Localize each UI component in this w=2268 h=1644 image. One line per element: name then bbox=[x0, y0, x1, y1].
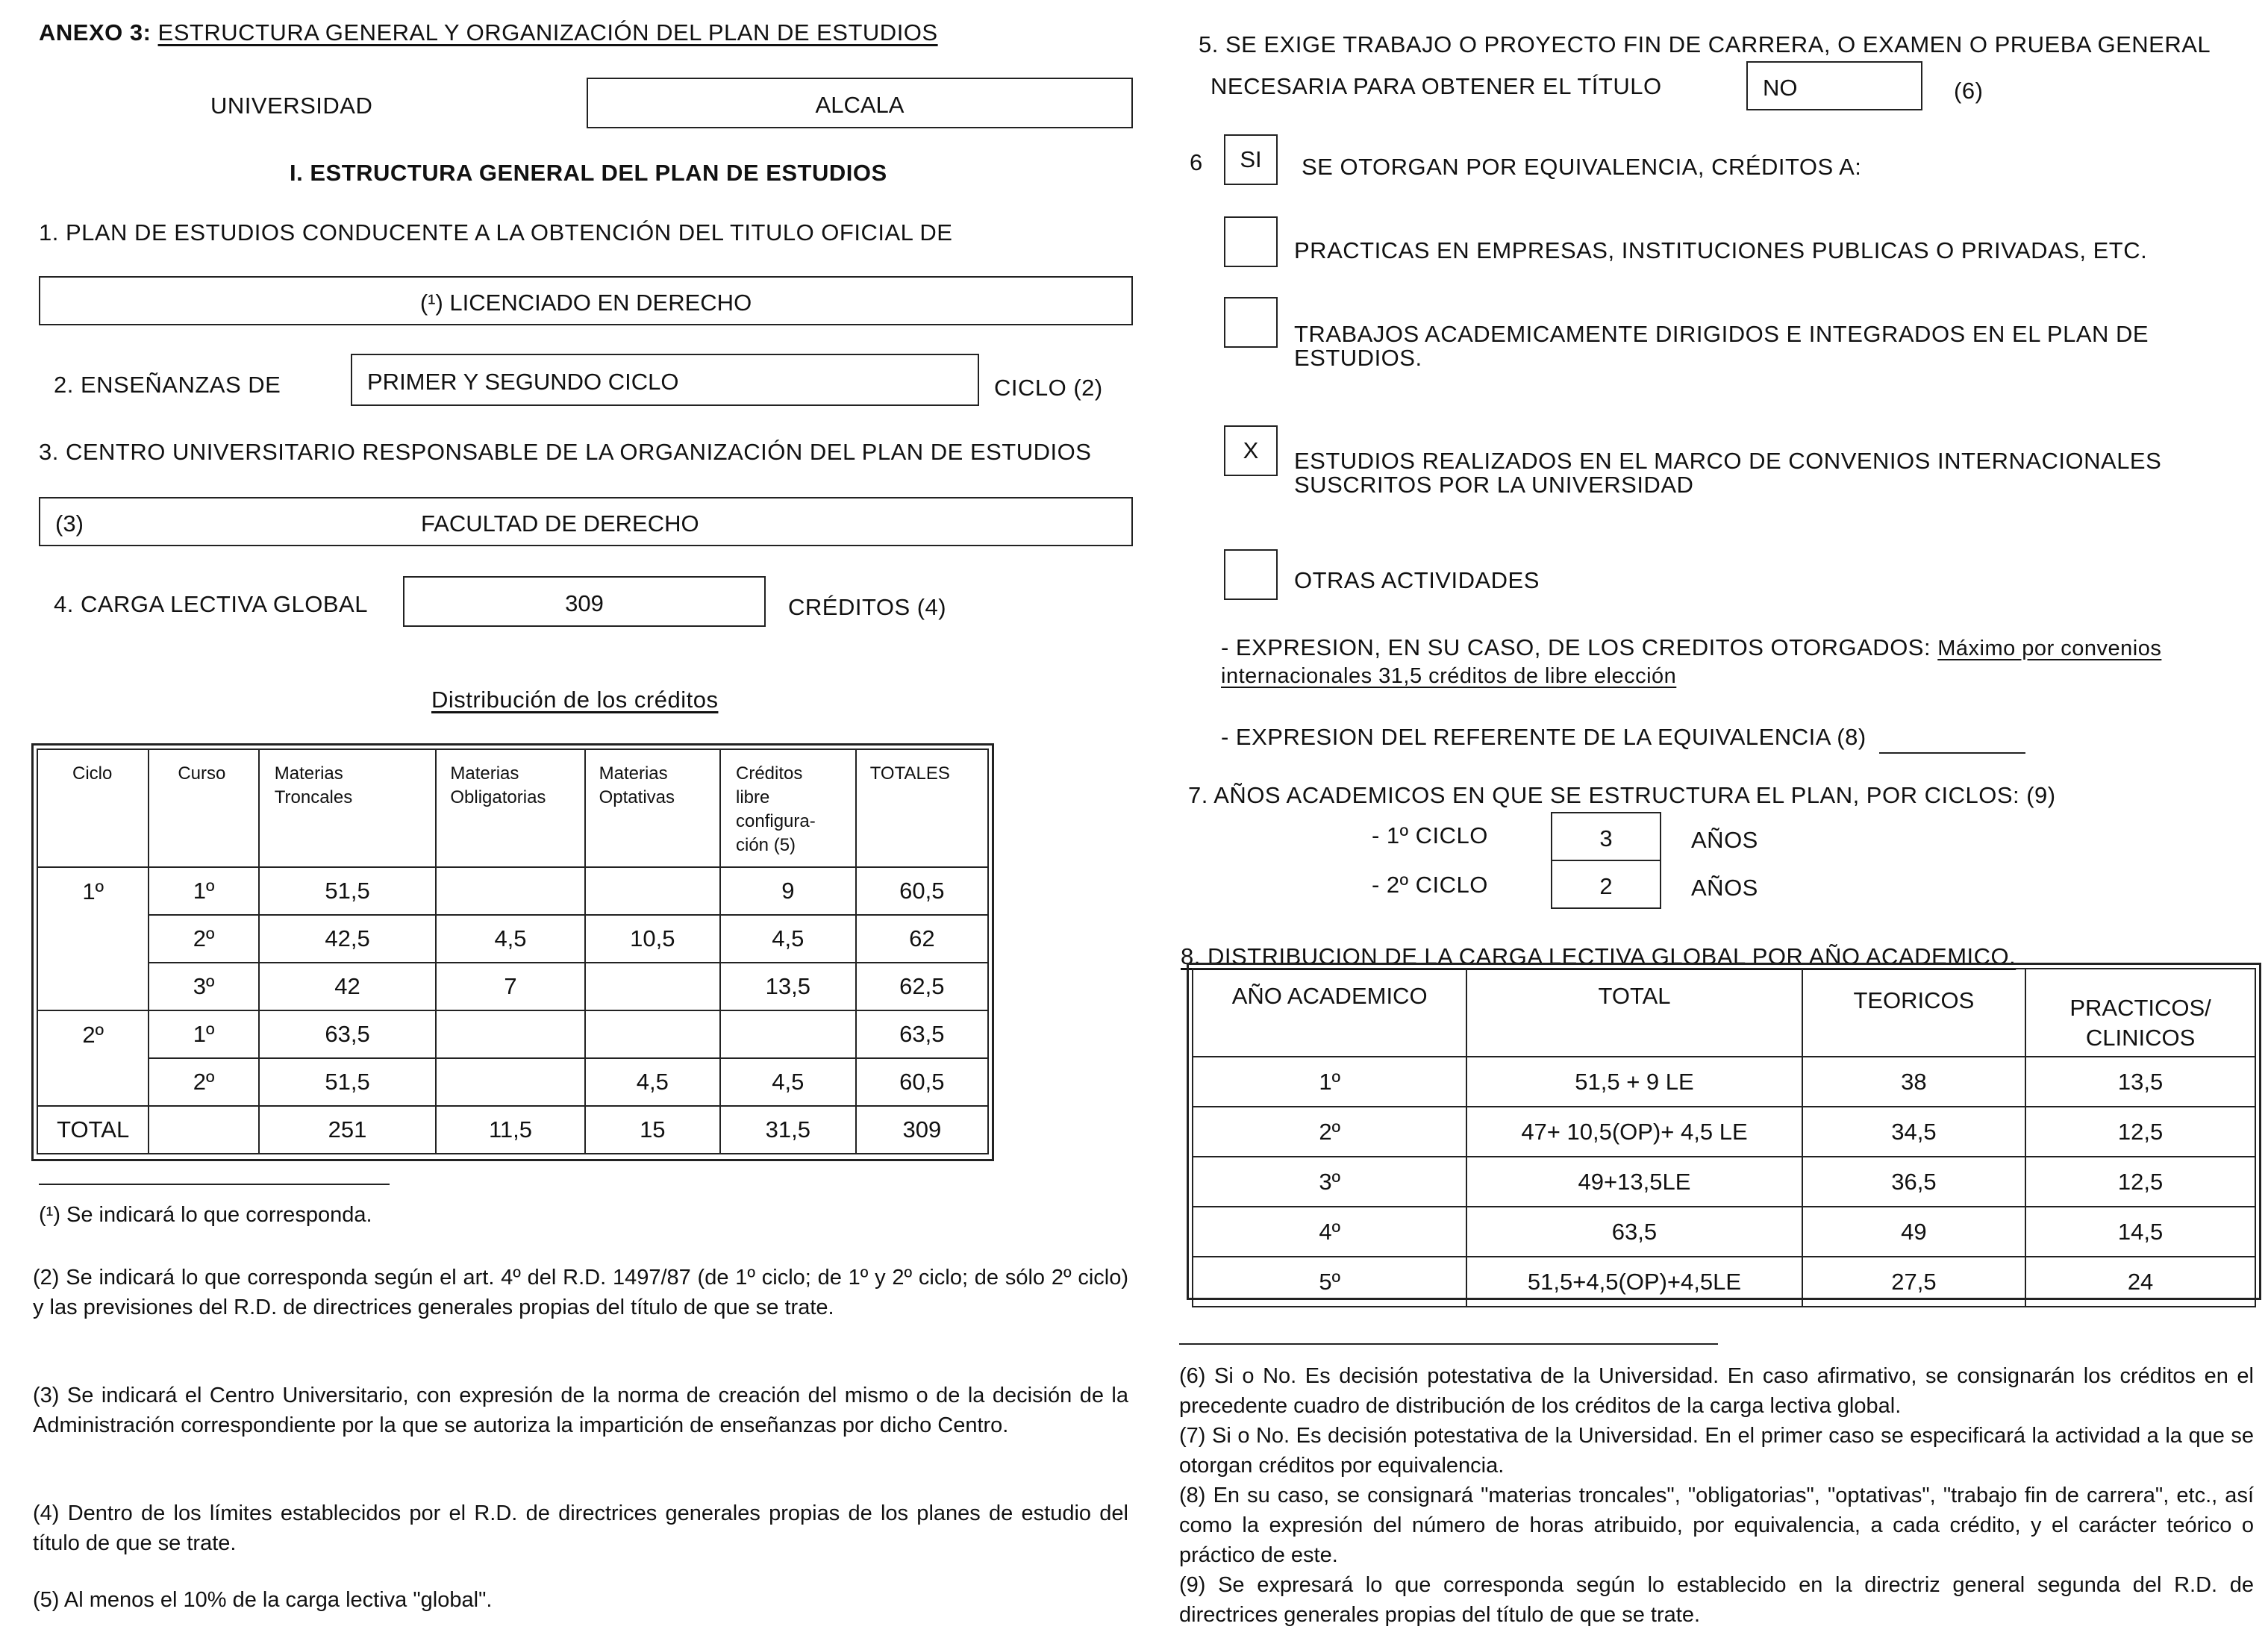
universidad-label: UNIVERSIDAD bbox=[210, 93, 373, 119]
troncales-cell: 51,5 bbox=[259, 867, 437, 915]
teoricos-cell: 38 bbox=[1802, 1057, 2025, 1107]
item1-label: 1. PLAN DE ESTUDIOS CONDUCENTE A LA OBTENCIÓN DEL TITULO OFICIAL DE bbox=[39, 219, 953, 246]
col-ano: AÑO ACADEMICO bbox=[1193, 969, 1466, 1057]
option-checkbox-otras[interactable] bbox=[1224, 549, 1278, 600]
carga-box bbox=[403, 576, 766, 627]
ciclo1-unit: AÑOS bbox=[1691, 827, 1758, 853]
table-row bbox=[37, 1010, 988, 1058]
ciclo2-label: - 2º CICLO bbox=[1372, 872, 1488, 898]
option-label-practicas: PRACTICAS EN EMPRESAS, INSTITUCIONES PUBLICAS O PRIVADAS, ETC. bbox=[1294, 237, 2148, 263]
practicos-cell: 13,5 bbox=[2025, 1057, 2255, 1107]
right-note-9: (9) Se expresará lo que corresponda según lo establecido en la directriz general segunda del R.D. de directrices generales propias del título de que se trate. bbox=[1179, 1573, 2254, 1627]
centro-value: FACULTAD DE DERECHO bbox=[421, 510, 699, 537]
option-label-trabajos-2: ESTUDIOS. bbox=[1294, 345, 1422, 371]
col-total: TOTAL bbox=[1466, 969, 1802, 1057]
left-note-2: (2) Se indicará lo que corresponda según el art. 4º del R.D. 1497/87 (de 1º ciclo; de 1º y 2º ciclo; de sólo 2º ciclo) y las previsiones del R.D. de directrices generales propias del título de que se trate. bbox=[33, 1266, 1128, 1319]
totales-cell: 60,5 bbox=[856, 1058, 988, 1106]
option-checkbox-trabajos[interactable] bbox=[1224, 297, 1278, 348]
table-row bbox=[1193, 1157, 2255, 1207]
proyecto-box bbox=[1746, 61, 1922, 110]
ciclo2-value: 2 bbox=[1599, 873, 1613, 899]
practicos-cell: 12,5 bbox=[2025, 1157, 2255, 1207]
equivalencia-box bbox=[1224, 134, 1278, 185]
totales-cell: 62 bbox=[856, 915, 988, 963]
totales-cell: 60,5 bbox=[856, 867, 988, 915]
anexo-title: ESTRUCTURA GENERAL Y ORGANIZACIÓN DEL PLAN DE ESTUDIOS bbox=[157, 19, 938, 46]
obligatorias-cell bbox=[436, 867, 584, 915]
practicos-cell: 24 bbox=[2025, 1257, 2255, 1307]
centro-ref: (3) bbox=[55, 510, 84, 537]
col-troncales: Materias Troncales bbox=[259, 749, 437, 867]
table-row bbox=[1193, 1057, 2255, 1107]
col-totales: TOTALES bbox=[856, 749, 988, 867]
practicos-cell: 14,5 bbox=[2025, 1207, 2255, 1257]
footnote-rule-right bbox=[1179, 1343, 1718, 1345]
universidad-box bbox=[587, 78, 1133, 128]
credits-table-title: Distribución de los créditos bbox=[431, 687, 719, 713]
titulo-value: (¹) LICENCIADO EN DERECHO bbox=[419, 290, 752, 316]
practicos-cell: 12,5 bbox=[2025, 1107, 2255, 1157]
item5-ref: (6) bbox=[1954, 78, 1984, 104]
anexo-heading bbox=[39, 19, 938, 46]
ciclo1-value: 3 bbox=[1599, 825, 1613, 851]
year-header-row bbox=[1193, 969, 2255, 1057]
col-obligatorias: Materias Obligatorias bbox=[436, 749, 584, 867]
item6-label: SE OTORGAN POR EQUIVALENCIA, CRÉDITOS A: bbox=[1302, 154, 1862, 180]
table-row bbox=[37, 867, 988, 915]
col-practicos: PRACTICOS/ CLINICOS bbox=[2025, 969, 2255, 1057]
expr-referente-label: - EXPRESION DEL REFERENTE DE LA EQUIVALENCIA (8) bbox=[1221, 724, 1866, 750]
ciclo-cell: 2º bbox=[37, 1010, 149, 1106]
troncales-cell: 51,5 bbox=[259, 1058, 437, 1106]
item6-number: 6 bbox=[1190, 149, 1203, 175]
troncales-cell: 42,5 bbox=[259, 915, 437, 963]
table-row bbox=[1193, 1257, 2255, 1307]
left-note-4: (4) Dentro de los límites establecidos por el R.D. de directrices generales propias de los planes de estudio del título de que se trate. bbox=[33, 1501, 1128, 1555]
curso-cell: 2º bbox=[149, 915, 258, 963]
table-row bbox=[1193, 1107, 2255, 1157]
col-teoricos: TEORICOS bbox=[1802, 969, 2025, 1057]
total-cell: 49+13,5LE bbox=[1466, 1157, 1802, 1207]
proyecto-value: NO bbox=[1763, 75, 1798, 101]
item4-suffix: CRÉDITOS (4) bbox=[788, 594, 947, 620]
credits-header-row bbox=[37, 749, 988, 867]
obligatorias-cell: 4,5 bbox=[436, 915, 584, 963]
item3-label: 3. CENTRO UNIVERSITARIO RESPONSABLE DE LA ORGANIZACIÓN DEL PLAN DE ESTUDIOS bbox=[39, 439, 1092, 465]
troncales-cell: 63,5 bbox=[259, 1010, 437, 1058]
centro-box bbox=[39, 497, 1133, 546]
item2-label: 2. ENSEÑANZAS DE bbox=[54, 372, 281, 398]
option-label-convenios-1: ESTUDIOS REALIZADOS EN EL MARCO DE CONVENIOS INTERNACIONALES bbox=[1294, 448, 2162, 474]
ciclo2-box bbox=[1551, 860, 1661, 909]
optativas-cell bbox=[585, 867, 720, 915]
col-optativas: Materias Optativas bbox=[585, 749, 720, 867]
curso-cell: 2º bbox=[149, 1058, 258, 1106]
total-cell: 63,5 bbox=[1466, 1207, 1802, 1257]
optativas-cell: 15 bbox=[585, 1106, 720, 1154]
option-checkbox-practicas[interactable] bbox=[1224, 216, 1278, 267]
carga-value: 309 bbox=[565, 590, 604, 616]
teoricos-cell: 34,5 bbox=[1802, 1107, 2025, 1157]
total-label: TOTAL bbox=[37, 1106, 149, 1154]
item2-suffix: CICLO (2) bbox=[994, 375, 1103, 401]
option-label-trabajos-1: TRABAJOS ACADEMICAMENTE DIRIGIDOS E INTEGRADOS EN EL PLAN DE bbox=[1294, 321, 2149, 347]
item4-label: 4. CARGA LECTIVA GLOBAL bbox=[54, 591, 368, 617]
option-mark-x: X bbox=[1243, 437, 1259, 463]
ensenanzas-value: PRIMER Y SEGUNDO CICLO bbox=[367, 369, 679, 395]
libre-cell: 4,5 bbox=[720, 915, 856, 963]
year-cell: 2º bbox=[1193, 1107, 1466, 1157]
table-row bbox=[37, 963, 988, 1010]
footnote-rule bbox=[39, 1184, 390, 1185]
left-note-5: (5) Al menos el 10% de la carga lectiva "global". bbox=[33, 1588, 493, 1612]
obligatorias-cell: 11,5 bbox=[436, 1106, 584, 1154]
table-row bbox=[37, 915, 988, 963]
option-checkbox-convenios[interactable] bbox=[1224, 425, 1278, 476]
ensenanzas-box bbox=[351, 354, 979, 406]
year-table bbox=[1192, 968, 2256, 1307]
item5-line1: 5. SE EXIGE TRABAJO O PROYECTO FIN DE CARRERA, O EXAMEN O PRUEBA GENERAL bbox=[1199, 31, 2211, 57]
troncales-cell: 42 bbox=[259, 963, 437, 1010]
optativas-cell: 4,5 bbox=[585, 1058, 720, 1106]
curso-cell: 1º bbox=[149, 1010, 258, 1058]
col-ciclo: Ciclo bbox=[37, 749, 149, 867]
troncales-cell: 251 bbox=[259, 1106, 437, 1154]
equivalencia-value: SI bbox=[1240, 146, 1262, 172]
credits-table-frame bbox=[31, 743, 994, 1161]
libre-cell bbox=[720, 1010, 856, 1058]
total-cell: 51,5+4,5(OP)+4,5LE bbox=[1466, 1257, 1802, 1307]
right-note-8: (8) En su caso, se consignará "materias troncales", "obligatorias", "optativas", "trabajo fin de carrera", etc., así como la expresión del número de horas atribuido, por equivalencia, a cada crédito, y el carácter teórico o práctico de este. bbox=[1179, 1484, 2254, 1567]
left-note-3: (3) Se indicará el Centro Universitario, con expresión de la norma de creación del mismo o de la decisión de la Administración correspondiente por la que se autoriza la impartición de enseñanzas por dicho Centro. bbox=[33, 1384, 1128, 1437]
libre-cell: 13,5 bbox=[720, 963, 856, 1010]
anexo-label: ANEXO 3: bbox=[39, 19, 151, 46]
libre-cell: 4,5 bbox=[720, 1058, 856, 1106]
table-row bbox=[1193, 1207, 2255, 1257]
item8-label: 8. DISTRIBUCION DE LA CARGA LECTIVA GLOBAL POR AÑO ACADEMICO. bbox=[1181, 943, 2016, 969]
teoricos-cell: 36,5 bbox=[1802, 1157, 2025, 1207]
item5-line2: NECESARIA PARA OBTENER EL TÍTULO bbox=[1210, 73, 1662, 99]
left-note-1: (¹) Se indicará lo que corresponda. bbox=[39, 1203, 372, 1227]
year-cell: 5º bbox=[1193, 1257, 1466, 1307]
year-table-frame bbox=[1187, 963, 2261, 1300]
referente-blank[interactable] bbox=[1879, 752, 2025, 754]
col-curso: Curso bbox=[149, 749, 258, 867]
ciclo1-label: - 1º CICLO bbox=[1372, 822, 1488, 848]
obligatorias-cell bbox=[436, 1010, 584, 1058]
optativas-cell bbox=[585, 963, 720, 1010]
curso-cell: 3º bbox=[149, 963, 258, 1010]
right-note-7: (7) Si o No. Es decisión potestativa de la Universidad. En el primer caso se especificará la actividad a la que se otorgan créditos por equivalencia. bbox=[1179, 1424, 2254, 1478]
ciclo1-box bbox=[1551, 812, 1661, 861]
totales-cell: 63,5 bbox=[856, 1010, 988, 1058]
item7-label: 7. AÑOS ACADEMICOS EN QUE SE ESTRUCTURA EL PLAN, POR CICLOS: (9) bbox=[1188, 782, 2056, 808]
universidad-value: ALCALA bbox=[815, 92, 905, 118]
table-row bbox=[37, 1058, 988, 1106]
year-cell: 4º bbox=[1193, 1207, 1466, 1257]
titulo-box bbox=[39, 276, 1133, 325]
ciclo2-unit: AÑOS bbox=[1691, 875, 1758, 901]
teoricos-cell: 27,5 bbox=[1802, 1257, 2025, 1307]
ciclo-cell: 1º bbox=[37, 867, 149, 1010]
expr-creditos-value-2: internacionales 31,5 créditos de libre elección bbox=[1221, 664, 1677, 688]
totales-cell: 62,5 bbox=[856, 963, 988, 1010]
total-cell: 47+ 10,5(OP)+ 4,5 LE bbox=[1466, 1107, 1802, 1157]
optativas-cell bbox=[585, 1010, 720, 1058]
teoricos-cell: 49 bbox=[1802, 1207, 2025, 1257]
libre-cell: 31,5 bbox=[720, 1106, 856, 1154]
obligatorias-cell bbox=[436, 1058, 584, 1106]
expr-creditos-line1 bbox=[1221, 634, 2161, 661]
right-note-6: (6) Si o No. Es decisión potestativa de la Universidad. En caso afirmativo, se consignarán los créditos en el precedente cuadro de distribución de los créditos de la carga lectiva global. bbox=[1179, 1364, 2254, 1418]
total-row bbox=[37, 1106, 988, 1154]
optativas-cell: 10,5 bbox=[585, 915, 720, 963]
expr-creditos-label: - EXPRESION, EN SU CASO, DE LOS CREDITOS OTORGADOS: bbox=[1221, 634, 1931, 660]
obligatorias-cell: 7 bbox=[436, 963, 584, 1010]
col-libre: Créditos libre configura-ción (5) bbox=[720, 749, 856, 867]
section-title: I. ESTRUCTURA GENERAL DEL PLAN DE ESTUDIOS bbox=[290, 160, 887, 186]
year-cell: 1º bbox=[1193, 1057, 1466, 1107]
credits-table bbox=[37, 748, 989, 1154]
libre-cell: 9 bbox=[720, 867, 856, 915]
curso-cell: 1º bbox=[149, 867, 258, 915]
expr-creditos-value-1: Máximo por convenios bbox=[1937, 637, 2162, 660]
totales-cell: 309 bbox=[856, 1106, 988, 1154]
year-cell: 3º bbox=[1193, 1157, 1466, 1207]
curso-cell bbox=[149, 1106, 258, 1154]
option-label-otras: OTRAS ACTIVIDADES bbox=[1294, 567, 1540, 593]
option-label-convenios-2: SUSCRITOS POR LA UNIVERSIDAD bbox=[1294, 472, 1694, 498]
total-cell: 51,5 + 9 LE bbox=[1466, 1057, 1802, 1107]
